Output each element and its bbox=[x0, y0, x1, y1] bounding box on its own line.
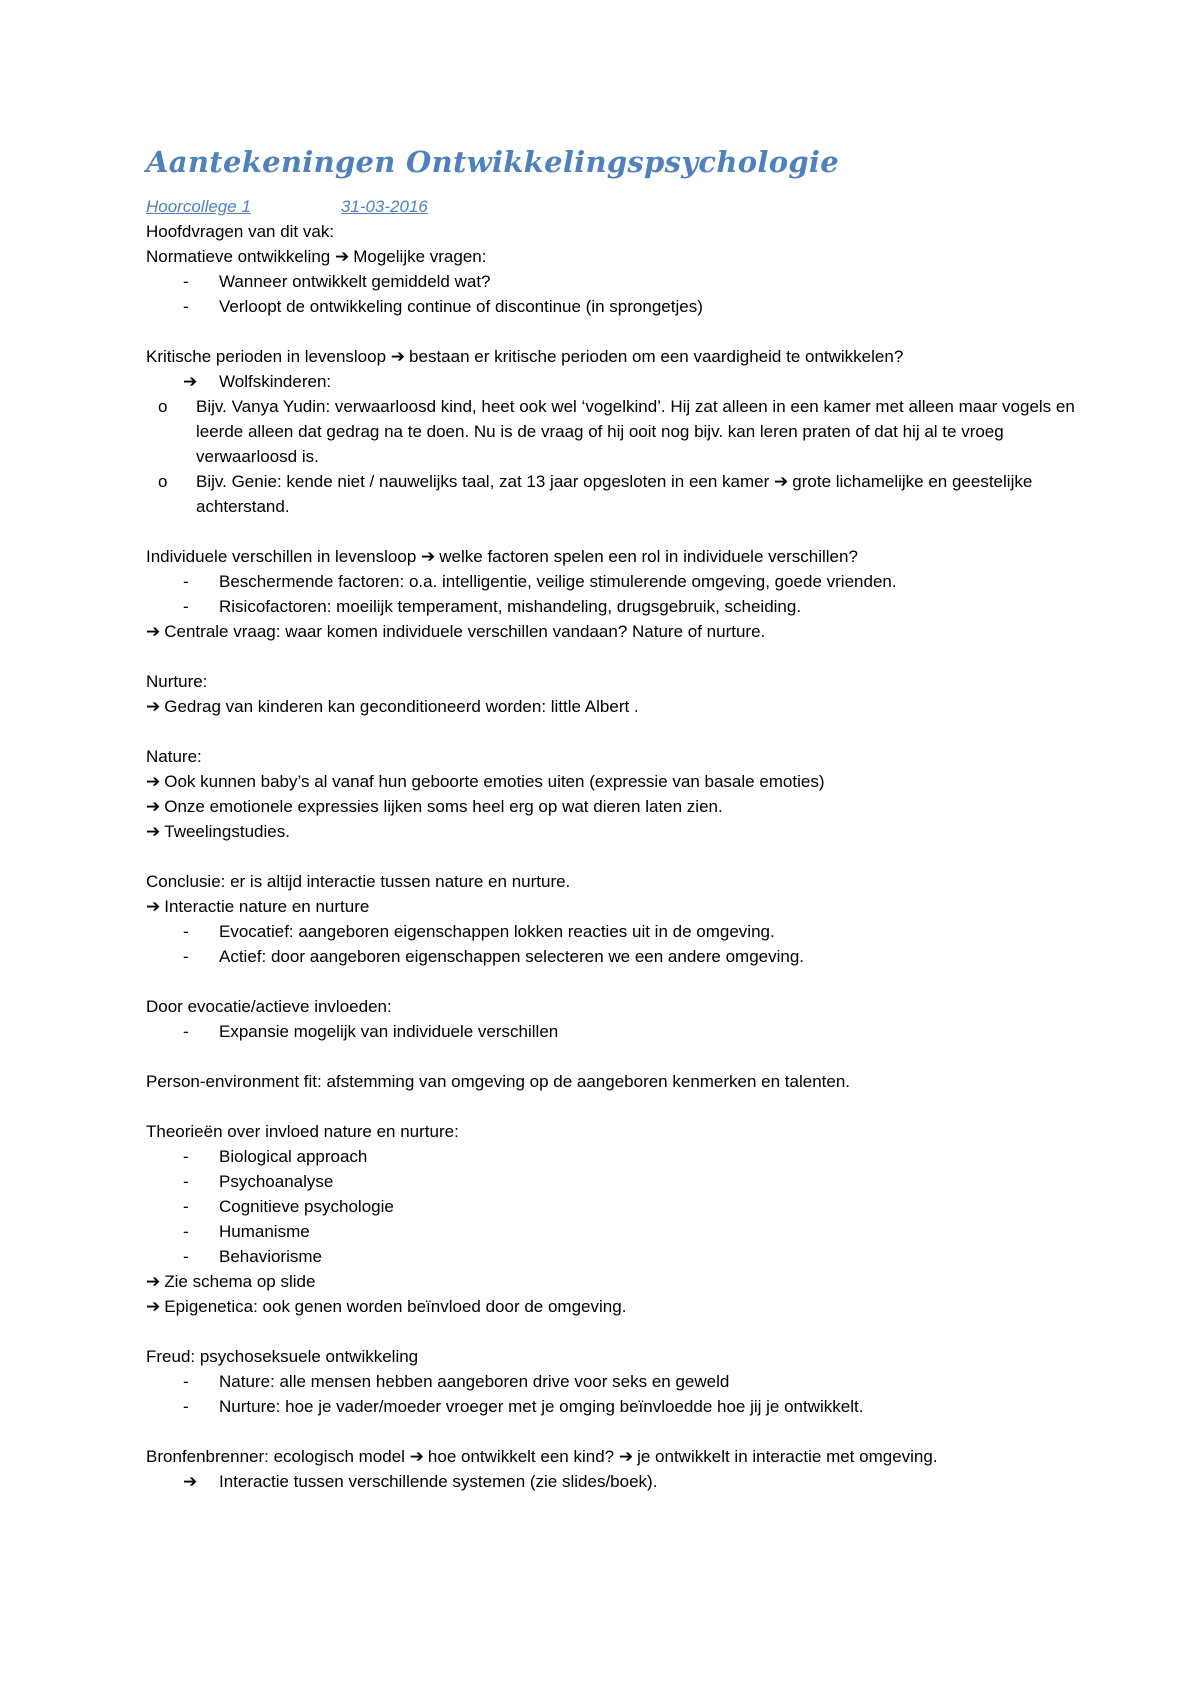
dash-bullet: - bbox=[183, 1172, 189, 1191]
lecture-date: 31-03-2016 bbox=[340, 197, 428, 216]
arrow-icon: ➔ bbox=[334, 247, 350, 266]
main-questions-heading: Hoofdvragen van dit vak: bbox=[146, 222, 335, 241]
arrow-icon: ➔ bbox=[421, 547, 436, 566]
dash-bullet: - bbox=[183, 272, 189, 291]
arrow-icon: ➔ bbox=[618, 1447, 634, 1466]
arrow-line: ➔ Gedrag van kinderen kan geconditioneerd worden: little Albert . bbox=[146, 694, 1076, 719]
dash-bullet: - bbox=[183, 1147, 189, 1166]
lecture-label: Hoorcollege 1 bbox=[146, 197, 251, 216]
list-item: - Verloopt de ontwikkeling continue of discontinue (in sprongetjes) bbox=[146, 294, 1076, 319]
individual-differences-line: Individuele verschillen in levensloop ➔ welke factoren spelen een rol in individuele verschillen? bbox=[146, 544, 1076, 569]
normative-line: Normatieve ontwikkeling ➔ Mogelijke vragen: bbox=[146, 244, 1076, 269]
arrow-icon: ➔ bbox=[146, 622, 161, 641]
critical-periods-line: Kritische perioden in levensloop ➔ bestaan er kritische perioden om een vaardigheid te ontwikkelen? bbox=[146, 344, 1076, 369]
bronfenbrenner-line: Bronfenbrenner: ecologisch model ➔ hoe ontwikkelt een kind? ➔ je ontwikkelt in interactie met omgeving. bbox=[146, 1444, 1076, 1469]
arrow-icon: ➔ bbox=[183, 1472, 198, 1491]
arrow-icon: ➔ bbox=[146, 1297, 161, 1316]
arrow-icon: ➔ bbox=[146, 697, 161, 716]
dash-bullet: - bbox=[183, 572, 189, 591]
arrow-icon: ➔ bbox=[146, 797, 161, 816]
circle-bullet: o bbox=[158, 472, 168, 491]
document-content bbox=[146, 142, 1076, 1494]
arrow-icon: ➔ bbox=[146, 772, 161, 791]
evocation-heading: Door evocatie/actieve invloeden: bbox=[146, 997, 392, 1016]
freud-heading: Freud: psychoseksuele ontwikkeling bbox=[146, 1347, 419, 1366]
dash-bullet: - bbox=[183, 1397, 189, 1416]
arrow-line: ➔ Ook kunnen baby’s al vanaf hun geboorte emoties uiten (expressie van basale emoties) bbox=[146, 769, 1076, 794]
arrow-icon: ➔ bbox=[183, 372, 198, 391]
conclusion-heading: Conclusie: er is altijd interactie tussen nature en nurture. bbox=[146, 872, 571, 891]
person-environment-fit: Person-environment fit: afstemming van omgeving op de aangeboren kenmerken en talenten. bbox=[146, 1072, 851, 1091]
list-item: - Nurture: hoe je vader/moeder vroeger met je omging beïnvloedde hoe jij je ontwikkelt. bbox=[146, 1394, 1076, 1419]
list-item: - Humanisme bbox=[146, 1219, 1076, 1244]
list-item: - Risicofactoren: moeilijk temperament, mishandeling, drugsgebruik, scheiding. bbox=[146, 594, 1076, 619]
circle-bullet: o bbox=[158, 397, 168, 416]
arrow-line: ➔ Epigenetica: ook genen worden beïnvloed door de omgeving. bbox=[146, 1294, 1076, 1319]
dash-bullet: - bbox=[183, 1022, 189, 1041]
arrow-list-item: ➔ Wolfskinderen: bbox=[146, 369, 1076, 394]
dash-bullet: - bbox=[183, 1197, 189, 1216]
arrow-icon: ➔ bbox=[390, 347, 406, 366]
nature-heading: Nature: bbox=[146, 747, 202, 766]
central-question: ➔ Centrale vraag: waar komen individuele verschillen vandaan? Nature of nurture. bbox=[146, 619, 1076, 644]
arrow-list-item: ➔ Interactie tussen verschillende systemen (zie slides/boek). bbox=[146, 1469, 1076, 1494]
arrow-line: ➔ Onze emotionele expressies lijken soms heel erg op wat dieren laten zien. bbox=[146, 794, 1076, 819]
dash-bullet: - bbox=[183, 1222, 189, 1241]
arrow-icon: ➔ bbox=[146, 897, 161, 916]
dash-bullet: - bbox=[183, 597, 189, 616]
example-item: o Bijv. Genie: kende niet / nauwelijks taal, zat 13 jaar opgesloten in een kamer ➔ grote lichamelijke en geestelijke achterstand. bbox=[146, 469, 1076, 519]
list-item: - Psychoanalyse bbox=[146, 1169, 1076, 1194]
theories-heading: Theorieën over invloed nature en nurture: bbox=[146, 1122, 459, 1141]
list-item: - Wanneer ontwikkelt gemiddeld wat? bbox=[146, 269, 1076, 294]
list-item: - Actief: door aangeboren eigenschappen selecteren we een andere omgeving. bbox=[146, 944, 1076, 969]
arrow-icon: ➔ bbox=[774, 472, 789, 491]
example-item: o Bijv. Vanya Yudin: verwaarloosd kind, heet ook wel ‘vogelkind’. Hij zat alleen in een kamer met alleen maar vogels en leerde alleen dat gedrag na te doen. Nu is de vraag of hij ooit nog bijv. kan leren praten of dat hij al te vroeg verwaarloosd is. bbox=[146, 394, 1076, 469]
arrow-line: ➔ Zie schema op slide bbox=[146, 1269, 1076, 1294]
list-item: - Cognitieve psychologie bbox=[146, 1194, 1076, 1219]
dash-bullet: - bbox=[183, 297, 189, 316]
arrow-icon: ➔ bbox=[409, 1447, 424, 1466]
dash-bullet: - bbox=[183, 1372, 189, 1391]
arrow-line: ➔ Interactie nature en nurture bbox=[146, 894, 1076, 919]
document-title: Aantekeningen Ontwikkelingspsychologie bbox=[146, 145, 839, 179]
list-item: - Evocatief: aangeboren eigenschappen lokken reacties uit in de omgeving. bbox=[146, 919, 1076, 944]
dash-bullet: - bbox=[183, 922, 189, 941]
arrow-icon: ➔ bbox=[146, 1272, 161, 1291]
list-item: - Expansie mogelijk van individuele verschillen bbox=[146, 1019, 1076, 1044]
nurture-heading: Nurture: bbox=[146, 672, 208, 691]
lecture-subheading bbox=[146, 194, 1076, 219]
list-item: - Biological approach bbox=[146, 1144, 1076, 1169]
dash-bullet: - bbox=[183, 1247, 189, 1266]
list-item: - Behaviorisme bbox=[146, 1244, 1076, 1269]
arrow-icon: ➔ bbox=[146, 822, 161, 841]
list-item: - Nature: alle mensen hebben aangeboren drive voor seks en geweld bbox=[146, 1369, 1076, 1394]
dash-bullet: - bbox=[183, 947, 189, 966]
arrow-line: ➔ Tweelingstudies. bbox=[146, 819, 1076, 844]
list-item: - Beschermende factoren: o.a. intelligentie, veilige stimulerende omgeving, goede vrienden. bbox=[146, 569, 1076, 594]
